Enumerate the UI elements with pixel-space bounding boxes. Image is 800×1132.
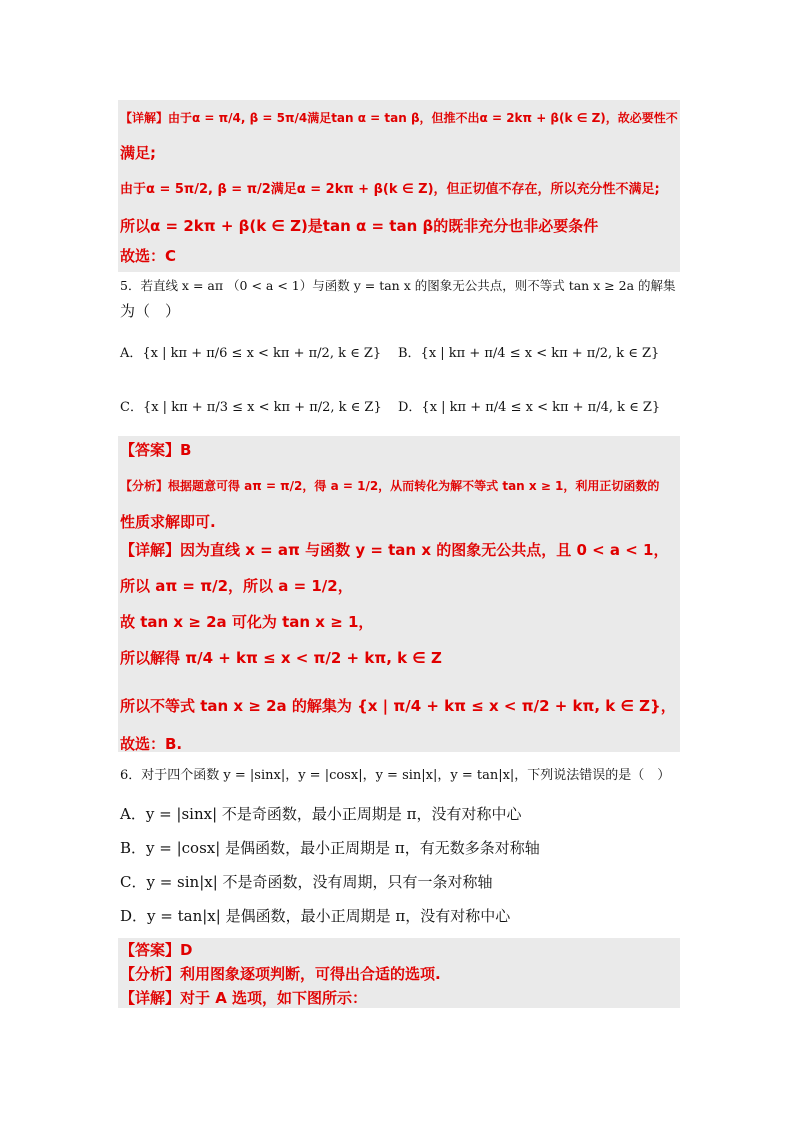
q6-answer: 【答案】D [120, 941, 193, 959]
q4-detail-line-3: 由于α = 5π/2, β = π/2满足α = 2kπ + β(k ∈ Z)，但正切值不存在，所以充分性不满足; [120, 182, 660, 197]
q5-detail-line-3: 故 tan x ≥ 2a 可化为 tan x ≥ 1， [120, 613, 374, 631]
q5-option-d: D．{x | kπ + π/4 ≤ x < kπ + π/4, k ∈ Z} [398, 400, 661, 415]
q6-stem: 6．对于四个函数 y = |sinx|，y = |cosx|，y = sin|x|，y = tan|x|，下列说法错误的是（ ） [120, 768, 671, 783]
q4-detail-line-4: 所以α = 2kπ + β(k ∈ Z)是tan α = tan β的既非充分也非必要条件 [120, 217, 599, 235]
q6-analysis: 【分析】利用图象逐项判断，可得出合适的选项. [120, 965, 441, 983]
q5-analysis-line-2: 性质求解即可. [120, 513, 216, 531]
q5-option-b: B．{x | kπ + π/4 ≤ x < kπ + π/2, k ∈ Z} [398, 346, 660, 361]
q5-choice: 故选：B. [120, 735, 183, 753]
q4-choice: 故选：C [120, 247, 177, 265]
q5-detail-line-2: 所以 aπ = π/2，所以 a = 1/2， [120, 577, 353, 595]
q5-stem-line-1: 5．若直线 x = aπ （0 < a < 1）与函数 y = tan x 的图象无公共点，则不等式 tan x ≥ 2a 的解集 [120, 278, 676, 293]
q5-detail-line-1: 【详解】因为直线 x = aπ 与函数 y = tan x 的图象无公共点，且 0 < a < 1， [120, 541, 669, 559]
q6-option-c: C．y = sin|x| 不是奇函数，没有周期，只有一条对称轴 [120, 873, 493, 891]
q5-answer: 【答案】B [120, 441, 192, 459]
q6-option-a: A．y = |sinx| 不是奇函数，最小正周期是 π，没有对称中心 [120, 805, 522, 823]
q4-detail-line-1: 【详解】由于α = π/4, β = 5π/4满足tan α = tan β，但推不出α = 2kπ + β(k ∈ Z)，故必要性不 [120, 111, 678, 125]
q5-stem-line-2: 为（ ） [120, 302, 181, 320]
q6-detail-line-1: 【详解】对于 A 选项，如下图所示： [120, 989, 368, 1007]
q5-detail-line-5: 所以不等式 tan x ≥ 2a 的解集为 {x | π/4 + kπ ≤ x < π/2 + kπ, k ∈ Z}， [120, 697, 676, 715]
q5-analysis-line-1: 【分析】根据题意可得 aπ = π/2，得 a = 1/2，从而转化为解不等式 tan x ≥ 1，利用正切函数的 [120, 479, 660, 493]
q5-option-a: A．{x | kπ + π/6 ≤ x < kπ + π/2, k ∈ Z} [120, 346, 382, 361]
q5-detail-line-4: 所以解得 π/4 + kπ ≤ x < π/2 + kπ, k ∈ Z [120, 649, 442, 667]
q6-option-d: D．y = tan|x| 是偶函数，最小正周期是 π，没有对称中心 [120, 907, 511, 925]
q5-option-c: C．{x | kπ + π/3 ≤ x < kπ + π/2, k ∈ Z} [120, 400, 382, 415]
q4-detail-line-2: 满足; [120, 144, 156, 162]
q6-option-b: B．y = |cosx| 是偶函数，最小正周期是 π，有无数多条对称轴 [120, 839, 540, 857]
